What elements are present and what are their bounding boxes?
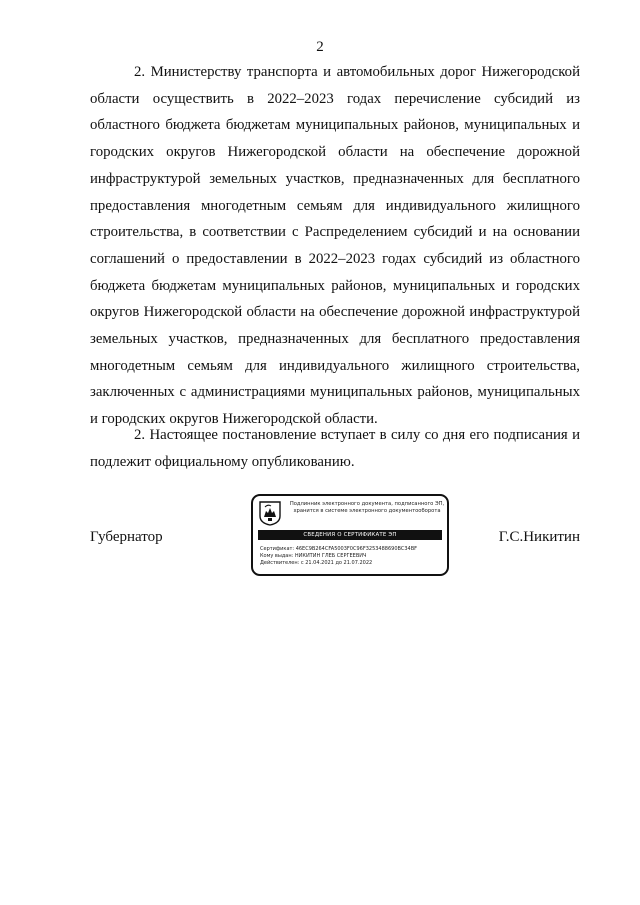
stamp-validity: Действителен: с 21.04.2021 до 21.07.2022 xyxy=(260,560,373,566)
page-number: 2 xyxy=(316,39,324,55)
signatory-name: Г.С.Никитин xyxy=(498,529,580,545)
stamp-certificate: Сертификат: 46EC9B264CFA5003F0C96F3253488690BC34BF xyxy=(260,546,418,552)
paragraph-transport-ministry: 2. Министерству транспорта и автомобильных дорог Нижегородской области осуществить в 2022–2023 годах перечисление субсидий из областного бюджета бюджетам муниципальных районов, муниципальных и городских округов Нижегородской области на обеспечение дорожной инфраструктурой земельных участков, предназначенных для бесплатного предоставления многодетным семьям для индивидуального жилищного строительства, в соответствии с Распределением субсидий и на основании соглашений о предоставлении в 2022–2023 годах субсидий из областного бюджета бюджетам муниципальных районов, муниципальных и городских округов Нижегородской области на обеспечение дорожной инфраструктурой земельных участков, предназначенных для бесплатного предоставления многодетным семьям для индивидуального жилищного строительства, заключенных с администрациями муниципальных районов, муниципальных и городских округов Нижегородской области. xyxy=(90,64,580,428)
stamp-issued-to: Кому выдан: НИКИТИН ГЛЕБ СЕРГЕЕВИЧ xyxy=(260,553,367,559)
stamp-header: СВЕДЕНИЯ О СЕРТИФИКАТЕ ЭП xyxy=(258,530,442,540)
signatory-position: Губернатор xyxy=(90,529,163,545)
stamp-note: Подлинник электронного документа, подписанного ЭП, хранится в системе электронного документооборота xyxy=(289,501,445,514)
paragraph-entry-into-force: 2. Настоящее постановление вступает в силу со дня его подписания и подлежит официальному опубликованию. xyxy=(90,427,580,470)
electronic-signature-stamp xyxy=(251,494,449,576)
coat-of-arms-icon xyxy=(259,501,281,526)
